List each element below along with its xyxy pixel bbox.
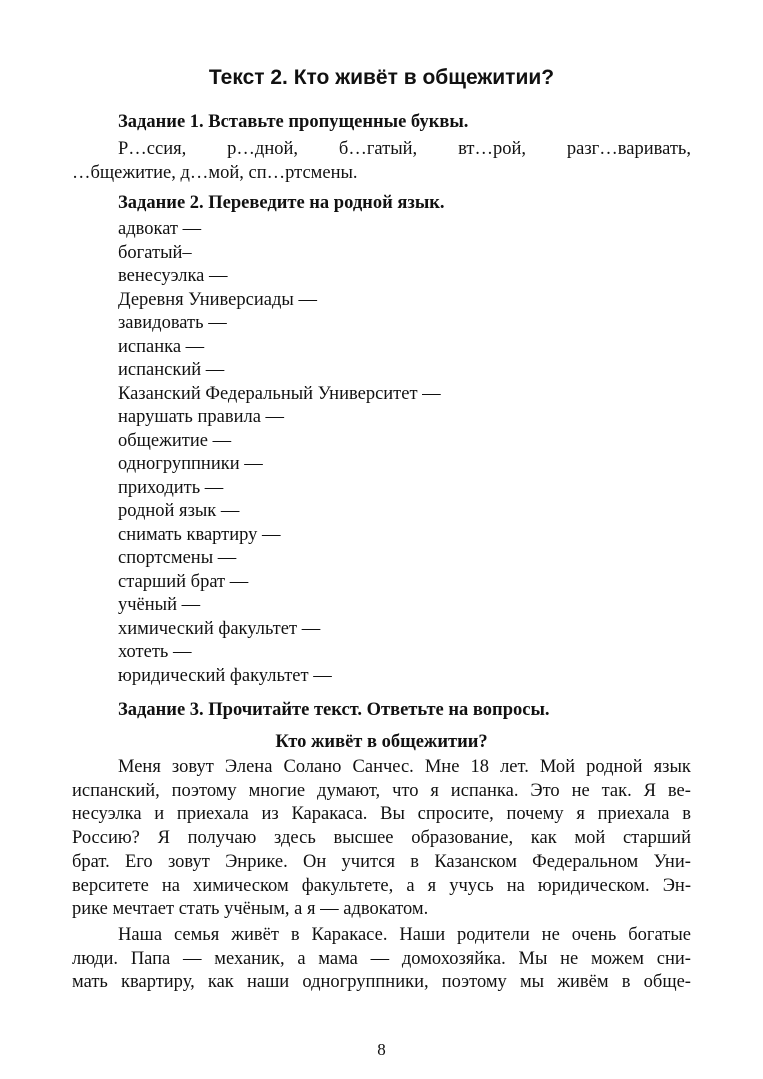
text-word: рике мечтает стать учёным, а я — адвокатом. [72, 899, 429, 920]
text-word: ве- [667, 780, 691, 801]
text-word: очень [571, 924, 617, 945]
text-word: зовут [171, 757, 214, 777]
task1-letters [72, 137, 691, 185]
vocabulary-item: нарушать правила — [118, 407, 285, 427]
vocabulary-item: испанка — [118, 336, 205, 357]
text-word: Вы [380, 804, 405, 825]
vocabulary-item: учёный — [118, 595, 201, 615]
text-word: как [207, 972, 234, 993]
text-word: богатые [628, 924, 691, 945]
text-word: Россию? [72, 828, 140, 849]
text-word: приехала [597, 804, 670, 825]
text-line [72, 898, 691, 922]
text-word: а [297, 948, 306, 969]
text-word: учится [341, 851, 396, 872]
task1-line2: …бщежитие, д…мой, сп…ртсмены. [72, 163, 358, 183]
text-line [72, 803, 691, 827]
text-word: спросите, [417, 804, 494, 825]
vocabulary-item: одногруппники — [118, 454, 263, 474]
text-word: верситете [72, 875, 149, 896]
text-word: испанский, [72, 780, 160, 801]
reading-text [72, 756, 691, 995]
vocabulary-item: испанский — [118, 360, 225, 380]
task1-word: б…гатый, [338, 139, 418, 159]
text-word: думают, [317, 780, 381, 801]
text-word: Наши [399, 924, 446, 945]
text-title: Кто живёт в общежитии? [275, 732, 488, 752]
text-word: Федеральном [532, 851, 639, 872]
text-word: Каракаса. [291, 804, 368, 825]
text-word: Санчес. [352, 757, 414, 777]
text-word: лет. [500, 757, 529, 777]
text-word: Папа [130, 948, 171, 969]
text-word: из [261, 804, 279, 825]
text-word: юридическом. [537, 875, 650, 896]
text-line [72, 756, 691, 780]
text-word: Мне [424, 757, 460, 777]
text-word: живём [557, 972, 609, 993]
text-word: учусь [449, 875, 494, 896]
text-word: здесь [274, 828, 316, 849]
text-word: Уни- [653, 851, 691, 872]
text-word: высшее [333, 828, 394, 849]
text-word: наши [246, 972, 290, 993]
text-word: Энрике. [225, 851, 288, 872]
text-word: на [506, 875, 525, 896]
text-line [72, 971, 691, 995]
text-word: люди. [72, 948, 119, 969]
text-word: старший [622, 828, 691, 849]
text-word: многие [248, 780, 306, 801]
task3-heading: Задание 3. Прочитайте текст. Ответьте на вопросы. [118, 700, 550, 720]
text-word: я [576, 804, 585, 825]
text-word: так. [601, 780, 632, 801]
text-word: родители [457, 924, 530, 945]
text-word: обще- [643, 972, 691, 993]
text-word: можем [591, 948, 644, 969]
text-word: испанка. [450, 780, 519, 801]
vocabulary-item: спортсмены — [118, 548, 237, 568]
task1-word: разг…варивать, [566, 139, 691, 159]
text-word: зовут [167, 851, 210, 872]
text-word: Он [303, 851, 327, 872]
text-word: почему [506, 804, 564, 825]
text-word: мать [72, 972, 108, 993]
text-word: брат. [72, 851, 110, 872]
vocabulary-item: венесуэлка — [118, 266, 228, 286]
text-word: Элена [224, 757, 273, 777]
text-word: а [406, 875, 415, 896]
text-word: что [392, 780, 419, 801]
text-word: я [427, 875, 437, 896]
text-word: Меня [118, 757, 161, 777]
task1-line1 [72, 137, 691, 161]
text-line [72, 875, 691, 899]
text-word: квартиру, [121, 972, 195, 993]
text-line [72, 780, 691, 804]
text-word: одногруппники, [302, 972, 429, 993]
text-word: не [571, 780, 590, 801]
text-word: Наша [118, 924, 163, 945]
vocabulary-item: Деревня Универсиады — [118, 289, 317, 310]
vocabulary-item: юридический факультет — [118, 665, 332, 686]
text-word: Его [124, 851, 153, 872]
text-word: Солано [283, 757, 342, 777]
text-word: мама [318, 948, 358, 969]
vocabulary-list [118, 218, 441, 688]
text-word: Эн- [662, 875, 691, 896]
task2-heading: Задание 2. Переведите на родной язык. [118, 193, 445, 213]
text-word: Мой [539, 757, 576, 777]
text-line [72, 851, 691, 875]
page-title: Текст 2. Кто живёт в общежитии? [208, 66, 555, 89]
text-word: в [410, 851, 420, 872]
text-word: мы [519, 972, 545, 993]
text-word: Мы [518, 948, 548, 969]
text-word: факультете, [301, 875, 394, 896]
task1-heading: Задание 1. Вставьте пропущенные буквы. [118, 112, 469, 132]
vocabulary-item: приходить — [118, 477, 224, 498]
text-word: я [430, 780, 439, 801]
text-word: в [682, 804, 691, 825]
text-line [72, 924, 691, 948]
vocabulary-item: родной язык — [118, 501, 240, 521]
vocabulary-item: старший брат — [118, 571, 249, 592]
text-word: 18 [470, 757, 489, 777]
text-word: химическом [193, 875, 289, 896]
text-word: язык [653, 757, 691, 777]
vocabulary-item: снимать квартиру — [118, 524, 281, 545]
page-number: 8 [377, 1040, 386, 1059]
vocabulary-item: богатый– [118, 242, 192, 263]
vocabulary-item: общежитие — [118, 430, 232, 451]
text-word: Каракасе. [311, 924, 388, 945]
text-line [72, 827, 691, 851]
text-word: Это [530, 780, 560, 801]
text-word: несуэлка [72, 804, 142, 825]
text-word: живёт [231, 924, 279, 945]
text-word: Я [643, 780, 657, 801]
text-word: получаю [187, 828, 257, 849]
task1-word: р…дной, [227, 139, 298, 159]
text-word: как [530, 828, 557, 849]
text-word: — [370, 948, 390, 969]
vocabulary-item: адвокат — [118, 219, 202, 239]
vocabulary-item: химический факультет — [118, 618, 321, 639]
text-word: в [290, 924, 300, 945]
vocabulary-item: завидовать — [118, 313, 227, 333]
text-word: семья [173, 924, 220, 945]
text-line [72, 948, 691, 972]
text-word: Я [157, 828, 170, 849]
text-word: поэтому [171, 780, 237, 801]
text-word: в [621, 972, 631, 993]
vocabulary-item: хотеть — [118, 642, 192, 662]
vocabulary-item: Казанский Федеральный Университет — [118, 383, 441, 404]
text-word: родной [586, 757, 643, 777]
task1-word: Р…ссия, [118, 139, 187, 159]
text-word: приехала [176, 804, 249, 825]
text-word: механик, [214, 948, 285, 969]
task1-word: вт…рой, [458, 139, 526, 159]
text-word: сни- [656, 948, 691, 969]
text-word: домохозяйка. [401, 948, 506, 969]
text-word: Казанском [434, 851, 517, 872]
text-word: — [183, 948, 202, 969]
text-word: и [154, 804, 165, 825]
text-word: не [560, 948, 579, 969]
text-word: образование, [411, 828, 514, 849]
text-word: не [541, 924, 560, 945]
text-word: мой [574, 828, 606, 849]
text-word: поэтому [441, 972, 507, 993]
text-word: на [161, 875, 180, 896]
